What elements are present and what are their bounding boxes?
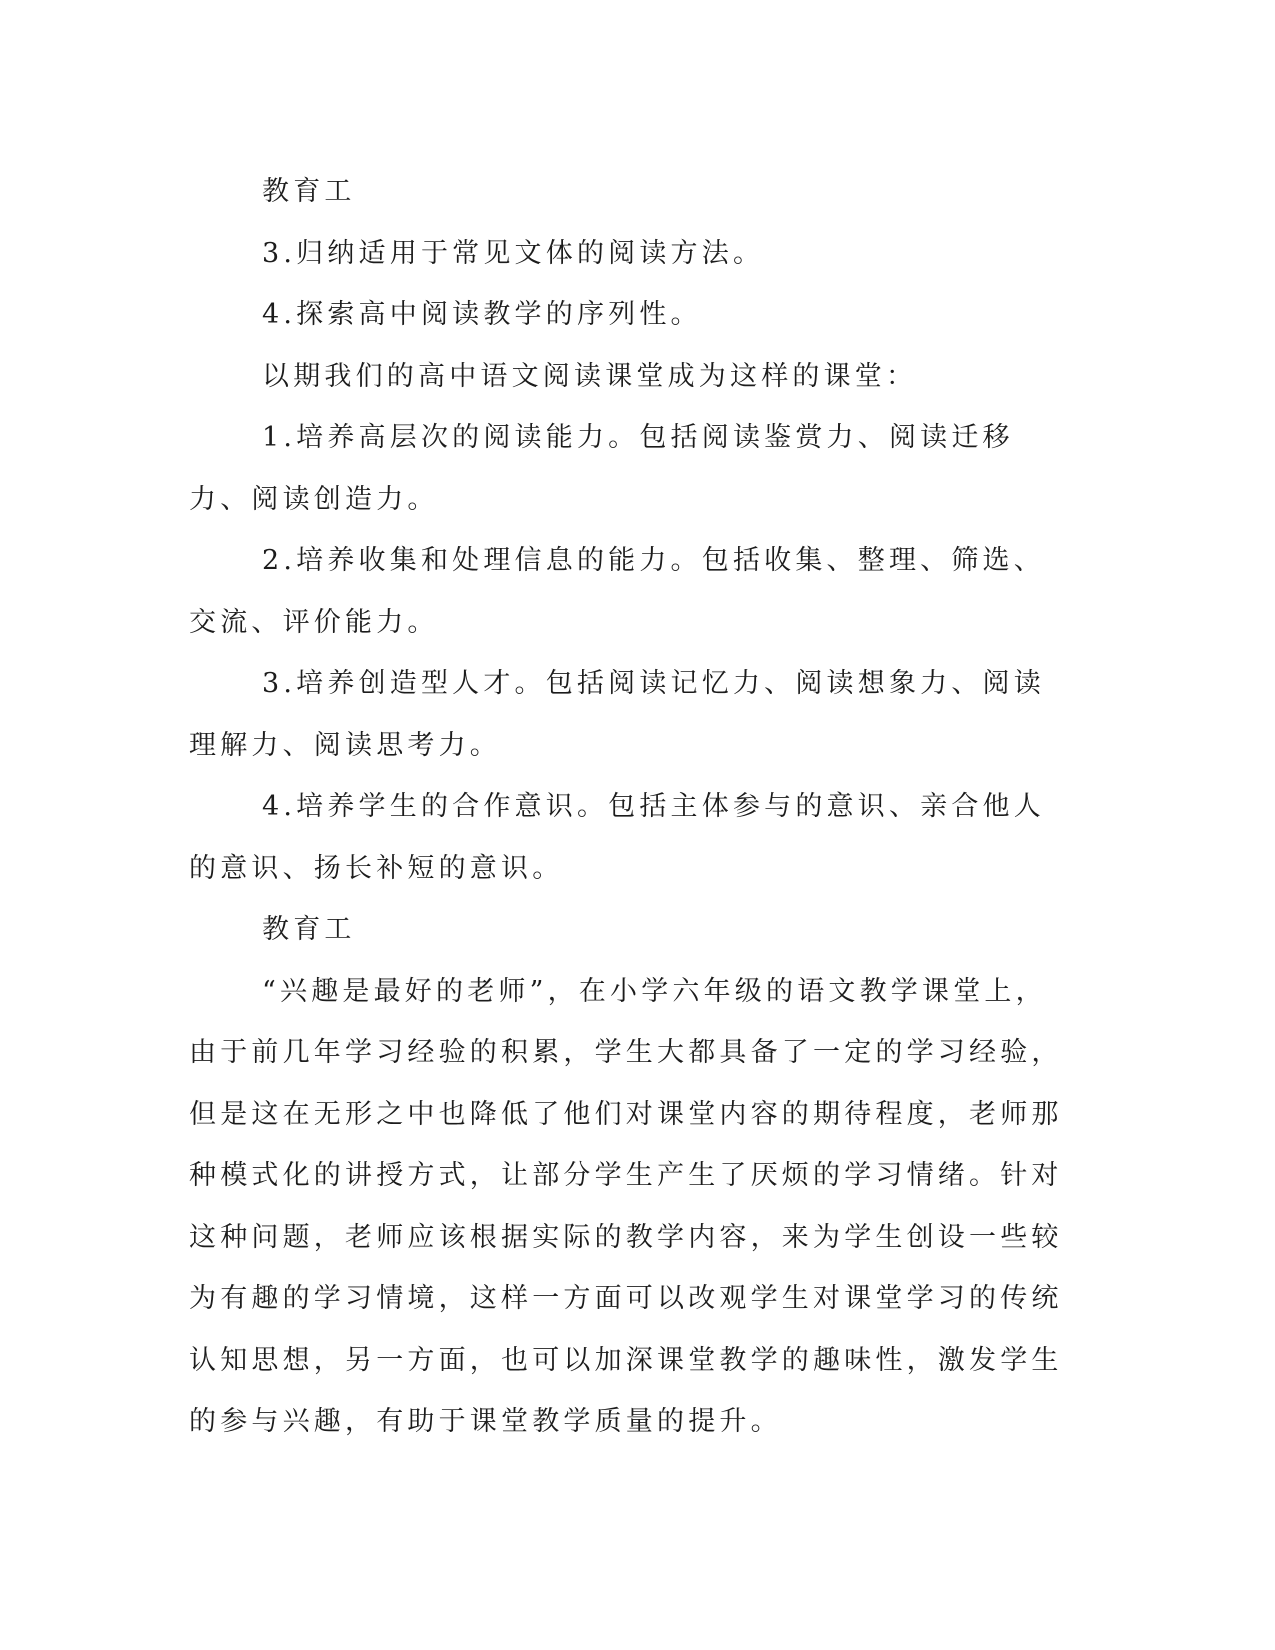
section-heading: 教育工 — [262, 914, 356, 945]
paragraph: 4.探索高中阅读教学的序列性。 — [262, 299, 702, 330]
paragraph: 4.培养学生的合作意识。包括主体参与的意识、亲合他人的意识、扬长补短的意识。 — [189, 791, 1045, 884]
paragraph: “兴趣是最好的老师”，在小学六年级的语文教学课堂上，由于前几年学习经验的积累，学生大都具备了一定的学习经验，但是这在无形之中也降低了他们对课堂内容的期待程度，老师那种模式化的讲授方式，让部分学生产生了厌烦的学习情绪。针对这种问题，老师应该根据实际的教学内容，来为学生创设一些较为有趣的学习情境，这样一方面可以改观学生对课堂学习的传统认知思想，另一方面，也可以加深课堂教学的趣味性，激发学生的参与兴趣，有助于课堂教学质量的提升。 — [189, 975, 1063, 1437]
body-text — [189, 161, 1073, 1453]
paragraph: 以期我们的高中语文阅读课堂成为这样的课堂： — [262, 360, 918, 392]
paragraph: 3.归纳适用于常见文体的阅读方法。 — [262, 237, 765, 269]
paragraph: 1.培养高层次的阅读能力。包括阅读鉴赏力、阅读迁移力、阅读创造力。 — [189, 422, 1014, 515]
paragraph: 2.培养收集和处理信息的能力。包括收集、整理、筛选、交流、评价能力。 — [189, 545, 1045, 638]
paragraph: 3.培养创造型人才。包括阅读记忆力、阅读想象力、阅读理解力、阅读思考力。 — [189, 668, 1045, 761]
section-heading: 教育工 — [262, 176, 356, 207]
